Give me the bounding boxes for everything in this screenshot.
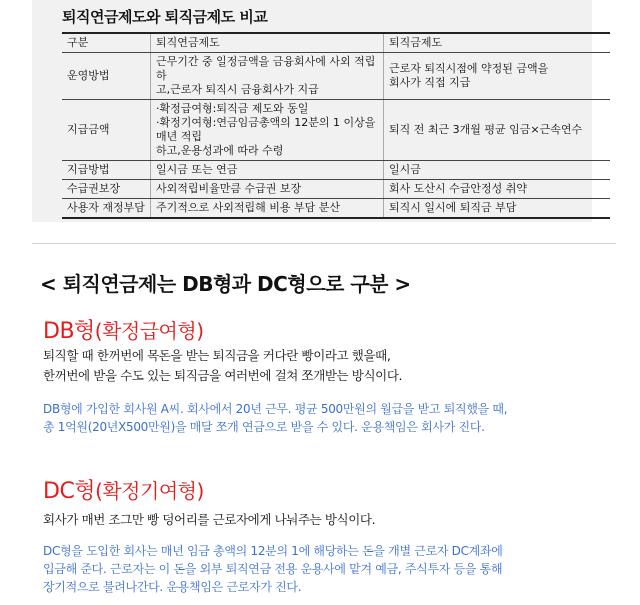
cell-line: 고,근로자 퇴직시 금융회사가 지급 [156, 83, 319, 96]
pension-cell: 일시금 또는 연금 [151, 161, 384, 180]
header-severance: 퇴직금제도 [384, 33, 611, 53]
db-example-line: 총 1억원(20년X500만원)을 매달 쪼개 연금으로 받을 수 있다. 운용책임은 회사가 진다. [43, 420, 485, 434]
cell-line: ·확정급여형:퇴직금 제도와 동일 [156, 102, 309, 115]
severance-cell [384, 53, 611, 100]
comparison-table [62, 32, 610, 219]
db-example [43, 400, 507, 436]
dc-full-name: (확정기여형) [95, 479, 204, 503]
db-desc-line: 한꺼번에 받을 수도 있는 퇴직금을 여러번에 걸쳐 쪼개받는 방식이다. [43, 368, 403, 383]
cell-line: 하고,운용성과에 따라 수령 [156, 144, 284, 157]
db-full-name: (확정급여형) [94, 319, 204, 343]
header-category: 구분 [62, 33, 151, 53]
dc-description [43, 510, 375, 530]
pension-cell: 사외적립비율만큼 수급권 보장 [151, 180, 384, 199]
dc-heading [43, 474, 204, 505]
row-label: 사용자 재정부담 [62, 199, 151, 219]
dc-desc-line: 회사가 매번 조그만 빵 덩어리를 근로자에게 나눠주는 방식이다. [43, 512, 376, 527]
table-row [62, 161, 610, 180]
table-row [62, 53, 610, 100]
severance-cell: 퇴직 전 최근 3개월 평균 임금×근속연수 [384, 100, 611, 161]
cell-line: 회사가 직접 지급 [389, 76, 471, 89]
row-label: 지급방법 [62, 161, 151, 180]
dc-example-line: 입금해 준다. 근로자는 이 돈을 외부 퇴직연금 전용 운용사에 맡겨 예금, 주식투자 등을 통해 [43, 562, 503, 576]
pension-cell [151, 100, 384, 161]
row-label: 수급권보장 [62, 180, 151, 199]
row-label: 운영방법 [62, 53, 151, 100]
dc-example-line: 장기적으로 불려나간다. 운용책임은 근로자가 진다. [43, 580, 302, 594]
dc-code: DC형 [43, 479, 96, 504]
db-description [43, 346, 402, 386]
dc-example [43, 542, 503, 596]
table-row [62, 180, 610, 199]
header-pension: 퇴직연금제도 [151, 33, 384, 53]
section-title: < 퇴직연금제는 DB형과 DC형으로 구분 > [40, 272, 411, 296]
comparison-table-panel [32, 0, 592, 222]
severance-cell: 회사 도산시 수급안정성 취약 [384, 180, 611, 199]
db-example-line: DB형에 가입한 회사원 A씨. 회사에서 20년 근무. 평균 500만원의 월급을 받고 퇴직했을 때, [43, 402, 508, 416]
pension-cell [151, 53, 384, 100]
severance-cell: 일시금 [384, 161, 611, 180]
row-label: 지급금액 [62, 100, 151, 161]
section-divider [32, 243, 616, 244]
pension-cell: 주기적으로 사외적립해 비용 부담 분산 [151, 199, 384, 219]
db-desc-line: 퇴직할 때 한꺼번에 목돈을 받는 퇴직금을 커다란 빵이라고 했을때, [43, 348, 391, 363]
table-row [62, 199, 610, 219]
cell-line: 근로자 퇴직시점에 약정된 금액을 [389, 62, 549, 75]
dc-example-line: DC형을 도입한 회사는 매년 임금 총액의 12분의 1에 해당하는 돈을 개별 근로자 DC계좌에 [43, 544, 503, 558]
table-header-row [62, 33, 610, 53]
db-heading [43, 314, 204, 345]
table-row [62, 100, 610, 161]
table-title: 퇴직연금제도와 퇴직금제도 비교 [62, 8, 268, 26]
severance-cell: 퇴직시 일시에 퇴직금 부담 [384, 199, 611, 219]
db-code: DB형 [43, 319, 95, 344]
cell-line: ·확정기여형:연금임금총액의 12분의 1 이상을 매년 적립 [156, 116, 376, 143]
cell-line: 근무기간 중 일정금액을 금융회사에 사외 적립하 [156, 55, 376, 82]
